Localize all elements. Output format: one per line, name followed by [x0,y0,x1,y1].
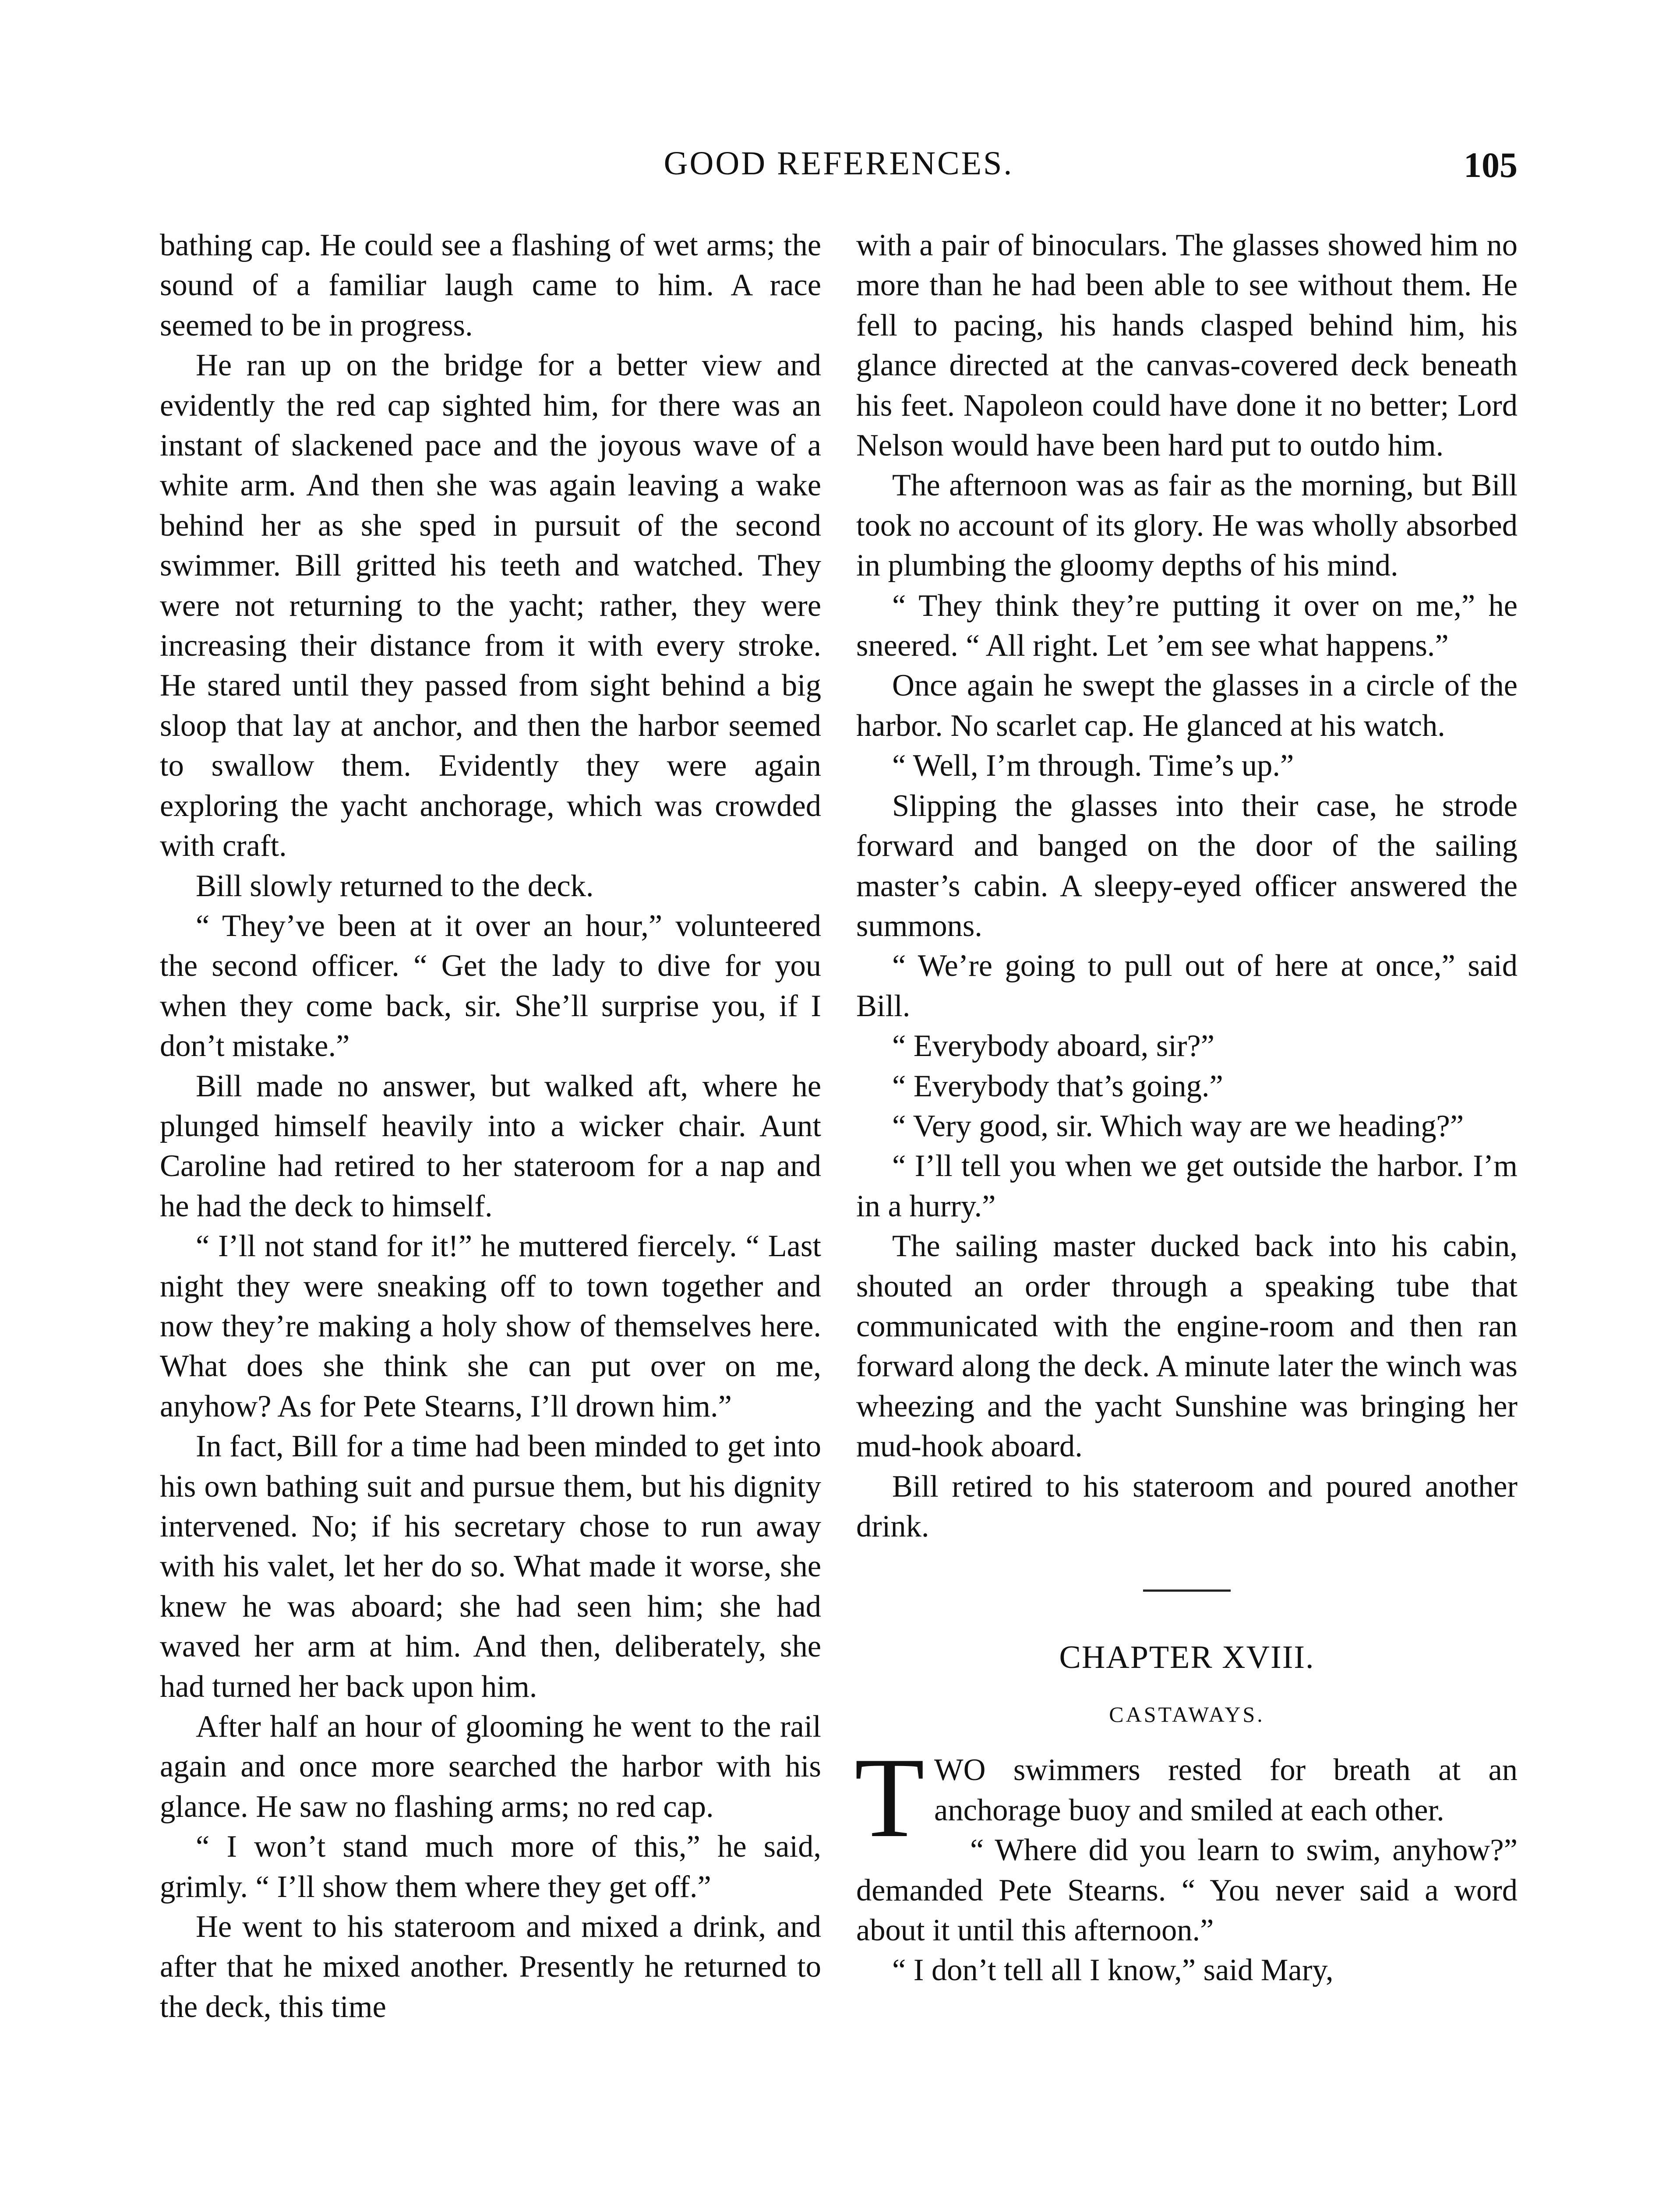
running-head [160,145,1518,197]
right-column-paragraph: Bill retired to his stateroom and poured another drink. [856,1469,1518,1544]
running-title: GOOD REFERENCES. [664,145,1014,182]
right-column-paragraph: “ We’re going to pull out of here at once,” said Bill. [856,949,1518,1023]
right-column-paragraph: The afternoon was as fair as the morning, but Bill took no account of its glory. He was wholly absorbed in plumbing the gloomy depths of his mind. [856,468,1518,583]
right-column-paragraph: The sailing master ducked back into his cabin, shouted an order through a speaking tube that communicated with the engine-room and then ran forward along the deck. A minute later the winch was wheezing and the yacht Sunshine was bringing her mud-hook aboard. [856,1229,1518,1464]
right-column-paragraph: “ Very good, sir. Which way are we heading?” [892,1109,1464,1143]
chapter-heading: CHAPTER XVIII. [1059,1639,1315,1676]
right-column-paragraph: “ I’ll tell you when we get outside the harbor. I’m in a hurry.” [856,1149,1518,1223]
left-column-paragraph: bathing cap. He could see a flashing of wet arms; the sound of a familiar laugh came to him. A race seemed to be in progress. [160,228,821,343]
right-column-paragraph: Slipping the glasses into their case, he strode forward and banged on the door of the sailing master’s cabin. A sleepy-eyed officer answered the summons. [856,788,1518,943]
right-column-paragraph: “ Everybody that’s going.” [892,1069,1223,1103]
page-number: 105 [1464,145,1518,185]
left-column-paragraph: Bill slowly returned to the deck. [196,869,594,903]
left-column-paragraph: “ They’ve been at it over an hour,” volunteered the second officer. “ Get the lady to dive for you when they come back, sir. She’ll surprise you, if I don’t mistake.” [160,908,821,1063]
left-column-paragraph: In fact, Bill for a time had been minded to get into his own bathing suit and pursue them, but his dignity intervened. No; if his secretary chose to run away with his valet, let her do so. What made it worse, she knew he was aboard; she had seen him; she had waved her arm at him. And then, deliberately, she had turned her back upon him. [160,1429,821,1704]
section-divider [1143,1590,1231,1592]
right-column-paragraph: “ They think they’re putting it over on me,” he sneered. “ All right. Let ’em see what happens.” [856,588,1518,663]
right-column-paragraph: Once again he swept the glasses in a circle of the harbor. No scarlet cap. He glanced at his watch. [856,668,1518,743]
left-column-paragraph: Bill made no answer, but walked aft, where he plunged himself heavily into a wicker chair. Aunt Caroline had retired to her stateroom for a nap and he had the deck to himself. [160,1069,821,1223]
right-column [856,226,1518,1991]
left-column-paragraph: After half an hour of glooming he went to the rail again and once more searched the harbor with his glance. He saw no flashing arms; no red cap. [160,1710,821,1824]
chapter-opening-paragraph [854,1734,1518,1862]
left-column-paragraph: “ I’ll not stand for it!” he muttered fiercely. “ Last night they were sneaking off to town together and now they’re making a holy show of themselves here. What does she think she can put over on me, anyhow? As for Pete Stearns, I’ll drown him.” [160,1229,821,1424]
chapter-paragraph: “ Where did you learn to swim, anyhow?” demanded Pete Stearns. “ You never said a word about it until this afternoon.” [856,1833,1518,1948]
chapter-body [856,1830,1518,1991]
left-column-paragraph: “ I won’t stand much more of this,” he said, grimly. “ I’ll show them where they get off.” [160,1830,821,1904]
left-column-paragraph: He went to his stateroom and mixed a drink, and after that he mixed another. Presently he returned to the deck, this time [160,1910,821,2024]
left-column-paragraph: He ran up on the bridge for a better view and evidently the red cap sighted him, for there was an instant of slackened pace and the joyous wave of a white arm. And then she was again leaving a wake behind her as she sped in pursuit of the second swimmer. Bill gritted his teeth and watched. They were not returning to the yacht; rather, they were increasing their distance from it with every stroke. He stared until they passed from sight behind a big sloop that lay at anchor, and then the harbor seemed to swallow them. Evidently they were again exploring the yacht anchorage, which was crowded with craft. [160,348,821,863]
right-column-paragraph: “ Everybody aboard, sir?” [892,1029,1215,1063]
right-column-paragraph: “ Well, I’m through. Time’s up.” [892,749,1294,783]
chapter-subtitle: CASTAWAYS. [1109,1702,1265,1727]
right-column-paragraph: with a pair of binoculars. The glasses showed him no more than he had been able to see without them. He fell to pacing, his hands clasped behind him, his glance directed at the canvas-covered deck beneath his feet. Napoleon could have done it no better; Lord Nelson would have been hard put to outdo him. [856,228,1518,463]
right-column-body [856,226,1518,1547]
drop-cap: T [854,1734,925,1862]
left-column [160,226,821,2027]
chapter-opening-text: WO swimmers rested for breath at an anchorage buoy and smiled at each other. [934,1753,1518,1827]
chapter-paragraph: “ I don’t tell all I know,” said Mary, [892,1953,1334,1988]
